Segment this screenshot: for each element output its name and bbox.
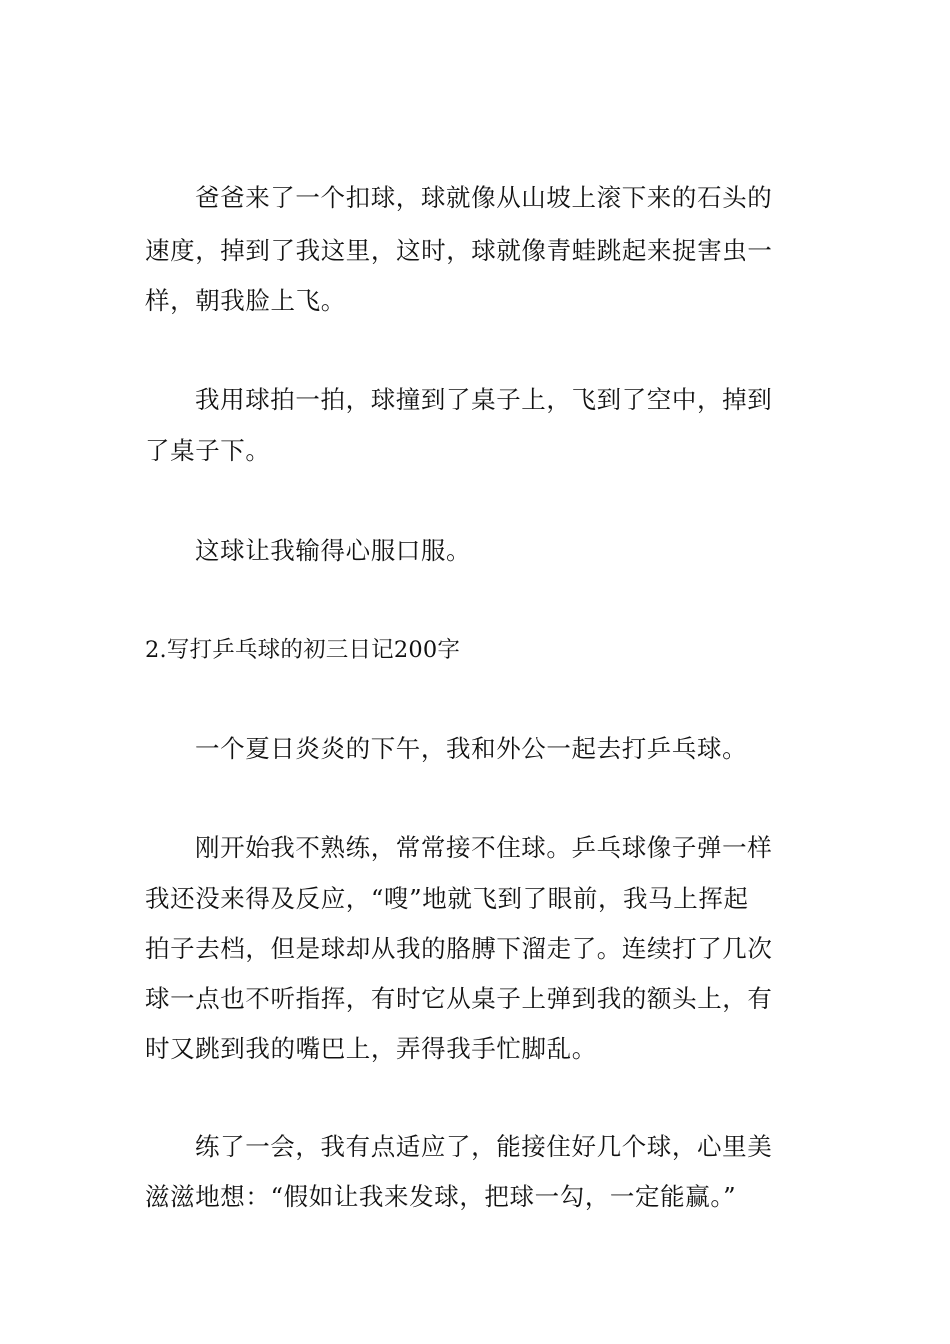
paragraph-1-line-2: 速度，掉到了我这里，这时，球就像青蛙跳起来捉害虫一 (145, 236, 773, 265)
paragraph-5-line-3: 拍子去档，但是球却从我的胳膊下溜走了。连续打了几次 (145, 934, 773, 963)
paragraph-4-line-1: 一个夏日炎炎的下午，我和外公一起去打乒乓球。 (195, 734, 748, 763)
paragraph-5-line-2: 我还没来得及反应，“嗖”地就飞到了眼前，我马上挥起 (145, 884, 749, 913)
paragraph-5-line-4: 球一点也不听指挥，有时它从桌子上弹到我的额头上，有 (145, 984, 773, 1013)
paragraph-5-line-5: 时又跳到我的嘴巴上，弄得我手忙脚乱。 (145, 1034, 597, 1063)
paragraph-6-line-2: 滋滋地想：“假如让我来发球，把球一勾，一定能赢。” (145, 1182, 737, 1211)
section-heading: 2.写打乒乓球的初三日记200字 (145, 637, 461, 663)
paragraph-6-line-1: 练了一会，我有点适应了，能接住好几个球，心里美 (195, 1132, 773, 1161)
paragraph-2-line-1: 我用球拍一拍，球撞到了桌子上，飞到了空中，掉到 (195, 385, 773, 414)
paragraph-5-line-1: 刚开始我不熟练，常常接不住球。乒乓球像子弹一样 (195, 833, 773, 862)
paragraph-3-line-1: 这球让我输得心服口服。 (195, 536, 472, 565)
paragraph-2-line-2: 了桌子下。 (145, 436, 271, 465)
paragraph-1-line-1: 爸爸来了一个扣球，球就像从山坡上滚下来的石头的 (195, 183, 773, 212)
paragraph-1-line-3: 样，朝我脸上飞。 (145, 286, 346, 315)
